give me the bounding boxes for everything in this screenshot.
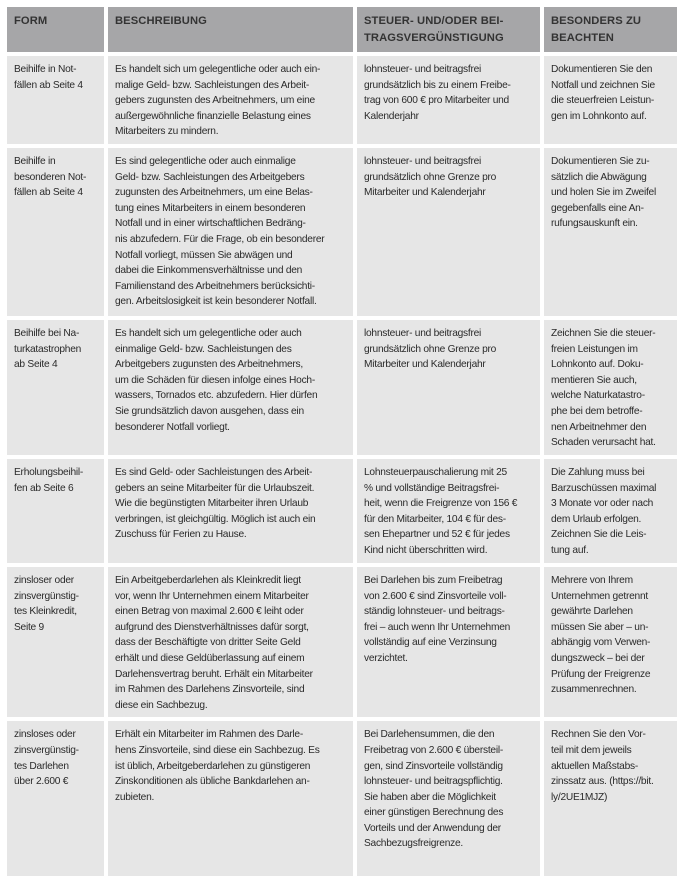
cell-line: verbringen, ist gleichgültig. Möglich ist auch ein [115, 513, 316, 525]
cell-line: Beihilfe in Not- [14, 64, 77, 75]
cell-line: Die Zahlung muss bei [551, 466, 645, 478]
cell-line: Ein Arbeitgeberdarlehen als Kleinkredit liegt [115, 574, 301, 586]
cell-line: teil mit dem jeweils [551, 744, 632, 756]
cell-beachten [544, 320, 677, 455]
cell-line: im Rahmen des Darlehens Zinsvorteile, sind [115, 684, 305, 696]
cell-form [7, 56, 104, 144]
header-verguenstigung [357, 7, 540, 52]
cell-line: Mitarbeiter und Kalenderjahr [364, 359, 486, 371]
cell-line: grundsätzlich ohne Grenze pro [364, 343, 497, 355]
cell-line: aufgrund des Dienstverhältnisses dafür sorgt, [115, 621, 309, 633]
cell-line: Lohnkonto auf. Doku- [551, 359, 644, 371]
cell-line: um die Schäden für diesen infolge eines Hoch- [115, 374, 315, 386]
cell-line: aktuellen Maßstabs- [551, 760, 638, 772]
cell-line: lohnsteuer- und beitragsfrei [364, 327, 482, 339]
cell-line: Zinskonditionen als übliche Bankdarlehen an- [115, 776, 310, 788]
cell-line: Notfall vorliegt, müssen Sie abwägen und [115, 249, 293, 261]
cell-line: tung eines Mitarbeiters in einem besonderen [115, 202, 306, 214]
header-text: BEACHTEN [551, 32, 614, 44]
cell-line: fen ab Seite 6 [14, 482, 74, 494]
cell-line: zinsvergünstig- [14, 744, 79, 756]
cell-line: Kind nicht überschritten wird. [364, 544, 488, 556]
cell-line: zinsloser oder [14, 574, 74, 586]
cell-line: dem Urlaub erfolgen. [551, 513, 642, 525]
header-form [7, 7, 104, 52]
cell-line: zugunsten des Arbeitnehmers, um eine Belas- [115, 187, 313, 199]
header-text: FORM [14, 15, 48, 27]
benefits-table [7, 7, 678, 876]
cell-line: Arbeitgebers zugunsten des Arbeitnehmers, [115, 359, 303, 371]
cell-line: hens Zinsvorteile, sind diese ein Sachbezug. Es [115, 744, 320, 756]
cell-line: Bei Darlehensummen, die den [364, 729, 495, 741]
cell-line: Rechnen Sie den Vor- [551, 729, 646, 741]
cell-line: Bei Darlehen bis zum Freibetrag [364, 574, 503, 586]
cell-line: Zuschuss für Ferien zu Hause. [115, 529, 247, 541]
cell-line: Familienstand des Arbeitnehmers berücksichti- [115, 280, 315, 292]
cell-line: Freibetrag von 2.600 € übersteil- [364, 744, 503, 756]
cell-beachten [544, 56, 677, 144]
cell-line: zinsvergünstig- [14, 590, 79, 602]
cell-line: die steuerfreien Leistun- [551, 95, 655, 107]
header-beschreibung [108, 7, 353, 52]
cell-line: fällen ab Seite 4 [14, 79, 83, 91]
cell-line: Wie die begünstigten Mitarbeiter ihren Urlaub [115, 498, 309, 510]
cell-form [7, 320, 104, 455]
cell-line: abhängig vom Verwen- [551, 637, 651, 649]
cell-line: zusammenrechnen. [551, 684, 637, 696]
cell-beschreibung [108, 148, 353, 316]
cell-line: Beihilfe in [14, 155, 56, 167]
cell-line: einer günstigen Berechnung des [364, 807, 504, 819]
cell-line: heit, wenn die Freigrenze von 156 € [364, 498, 518, 510]
cell-line: tes Darlehen [14, 760, 69, 772]
cell-form [7, 459, 104, 563]
cell-line: vollständig auf eine Verzinsung [364, 637, 497, 649]
cell-line: Es handelt sich um gelegentliche oder auch [115, 327, 302, 339]
cell-beachten [544, 567, 677, 717]
header-text: BESCHREIBUNG [115, 15, 207, 27]
cell-line: dass der Beschäftigte von dritter Seite Geld [115, 637, 301, 649]
cell-line: erhält und diese Geldüberlassung auf einem [115, 652, 305, 664]
cell-line: lohnsteuer- und beitragsfrei [364, 155, 482, 167]
cell-line: einmalige Geld- bzw. Sachleistungen des [115, 343, 292, 355]
cell-line: von 2.600 € sind Zinsvorteile voll- [364, 590, 507, 602]
cell-beschreibung [108, 721, 353, 876]
cell-line: lohnsteuer- und beitragsfrei [364, 64, 482, 75]
cell-line: diese ein Sachbezug. [115, 699, 208, 711]
cell-line: ly/2UE1MJZ) [551, 791, 608, 803]
cell-line: 3 Monate vor oder nach [551, 498, 654, 510]
cell-form [7, 567, 104, 717]
cell-line: nis abzufedern. Für die Frage, ob ein besonderer [115, 233, 325, 245]
cell-line: ist üblich, Arbeitgeberdarlehen zu günstigeren [115, 760, 311, 772]
cell-line: Notfall und in einer wirtschaftlichen Bedräng- [115, 218, 306, 230]
cell-line: sätzlich die Abwägung [551, 171, 647, 183]
cell-line: zinssatz aus. (https://bit. [551, 776, 654, 788]
cell-line: tung auf. [551, 544, 589, 556]
cell-line: mentieren Sie auch, [551, 374, 637, 386]
cell-line: gen. Arbeitslosigkeit ist kein besonderer Notfall. [115, 296, 317, 308]
cell-line: vor, wenn Ihr Unternehmen einem Mitarbeiter [115, 590, 309, 602]
cell-line: Sachbezugsfreigrenze. [364, 838, 463, 850]
cell-verguenstigung [357, 721, 540, 876]
cell-line: grundsätzlich ohne Grenze pro [364, 171, 497, 183]
cell-line: Kalenderjahr [364, 110, 419, 122]
header-text: TRAGSVERGÜNSTIGUNG [364, 32, 504, 44]
cell-line: und holen Sie im Zweifel [551, 187, 656, 199]
cell-line: Dokumentieren Sie zu- [551, 155, 650, 167]
cell-verguenstigung [357, 56, 540, 144]
cell-verguenstigung [357, 459, 540, 563]
cell-verguenstigung [357, 567, 540, 717]
cell-form [7, 148, 104, 316]
cell-line: phe bei dem betroffe- [551, 405, 643, 417]
cell-line: lohnsteuer- und beitragspflichtig. [364, 776, 503, 788]
cell-line: zinsloses oder [14, 729, 76, 741]
cell-line: ab Seite 4 [14, 359, 58, 371]
cell-line: besonderer Notfall vorliegt. [115, 421, 230, 433]
cell-line: Lohnsteuerpauschalierung mit 25 [364, 466, 507, 478]
cell-line: Erhält ein Mitarbeiter im Rahmen des Darle- [115, 729, 303, 741]
cell-line: Schaden verursacht hat. [551, 437, 656, 449]
cell-line: Beihilfe bei Na- [14, 327, 80, 339]
cell-line: Unternehmen getrennt [551, 590, 648, 602]
cell-line: Dokumentieren Sie den [551, 64, 653, 75]
cell-line: gen, sind Zinsvorteile vollständig [364, 760, 503, 772]
cell-line: Sie haben aber die Möglichkeit [364, 791, 496, 803]
cell-line: gegebenfalls eine An- [551, 202, 644, 214]
cell-line: müssen Sie aber – un- [551, 621, 649, 633]
cell-beachten [544, 721, 677, 876]
cell-line: Es sind Geld- oder Sachleistungen des Arbeit- [115, 466, 313, 478]
cell-beachten [544, 459, 677, 563]
cell-line: Mehrere von Ihrem [551, 574, 633, 586]
cell-line: Darlehensvertrag beruht. Erhält ein Mitarbeiter [115, 668, 313, 680]
cell-line: Es handelt sich um gelegentliche oder auch ein- [115, 64, 321, 75]
cell-line: besonderen Not- [14, 171, 87, 183]
cell-line: Zeichnen Sie die steuer- [551, 327, 656, 339]
cell-line: gebers zugunsten des Arbeitnehmers, um eine [115, 95, 315, 107]
cell-form [7, 721, 104, 876]
cell-line: rufungsauskunft ein. [551, 218, 638, 230]
cell-line: Notfall und zeichnen Sie [551, 79, 655, 91]
cell-beachten [544, 148, 677, 316]
cell-line: dabei die Einkommensverhältnisse und den [115, 265, 303, 277]
cell-line: verzichtet. [364, 652, 408, 664]
header-text: BESONDERS ZU [551, 15, 642, 27]
cell-line: Vorteils und der Anwendung der [364, 822, 501, 834]
cell-verguenstigung [357, 320, 540, 455]
cell-line: trag von 600 € pro Mitarbeiter und [364, 95, 509, 107]
cell-line: Seite 9 [14, 621, 44, 633]
cell-line: für den Mitarbeiter, 104 € für des- [364, 513, 506, 525]
cell-line: welche Naturkatastro- [551, 390, 645, 402]
cell-line: außergewöhnliche finanzielle Belastung eines [115, 110, 311, 122]
cell-line: Sie grundsätzlich davon ausgehen, dass ein [115, 405, 304, 417]
cell-line: Barzuschüssen maximal [551, 482, 657, 494]
header-beachten [544, 7, 677, 52]
cell-line: Erholungsbeihil- [14, 466, 84, 478]
cell-line: turkatastrophen [14, 343, 82, 355]
cell-line: % und vollständige Beitragsfrei- [364, 482, 500, 494]
cell-beschreibung [108, 56, 353, 144]
cell-line: malige Geld- bzw. Sachleistungen des Arbeit- [115, 79, 309, 91]
cell-line: frei – auch wenn Ihr Unternehmen [364, 621, 511, 633]
header-text: STEUER- UND/ODER BEI- [364, 15, 504, 27]
cell-beschreibung [108, 320, 353, 455]
cell-line: Mitarbeiters zu mindern. [115, 126, 219, 138]
cell-line: zubieten. [115, 791, 155, 803]
cell-line: einen Betrag von maximal 2.600 € leiht oder [115, 606, 304, 618]
cell-line: Geld- bzw. Sachleistungen des Arbeitgebers [115, 171, 305, 183]
cell-line: Es sind gelegentliche oder auch einmalige [115, 155, 296, 167]
cell-line: freien Leistungen im [551, 343, 638, 355]
cell-line: Zeichnen Sie die Leis- [551, 529, 647, 541]
cell-line: dungszweck – bei der [551, 652, 645, 664]
cell-line: grundsätzlich bis zu einem Freibe- [364, 79, 511, 91]
cell-line: über 2.600 € [14, 776, 69, 788]
cell-line: wassers, Tornados etc. abzufedern. Hier dürfen [115, 390, 318, 402]
cell-line: gewährte Darlehen [551, 606, 633, 618]
cell-line: nen Arbeitnehmer den [551, 421, 647, 433]
cell-beschreibung [108, 567, 353, 717]
cell-line: fällen ab Seite 4 [14, 187, 83, 199]
cell-beschreibung [108, 459, 353, 563]
cell-line: Prüfung der Freigrenze [551, 668, 651, 680]
cell-line: gen im Lohnkonto auf. [551, 110, 647, 122]
cell-line: gebers an seine Mitarbeiter für die Urlaubszeit. [115, 482, 315, 494]
cell-verguenstigung [357, 148, 540, 316]
cell-line: ständig lohnsteuer- und beitrags- [364, 606, 505, 618]
cell-line: tes Kleinkredit, [14, 606, 77, 618]
cell-line: Mitarbeiter und Kalenderjahr [364, 187, 486, 199]
cell-line: sen Ehepartner und 52 € für jedes [364, 529, 510, 541]
